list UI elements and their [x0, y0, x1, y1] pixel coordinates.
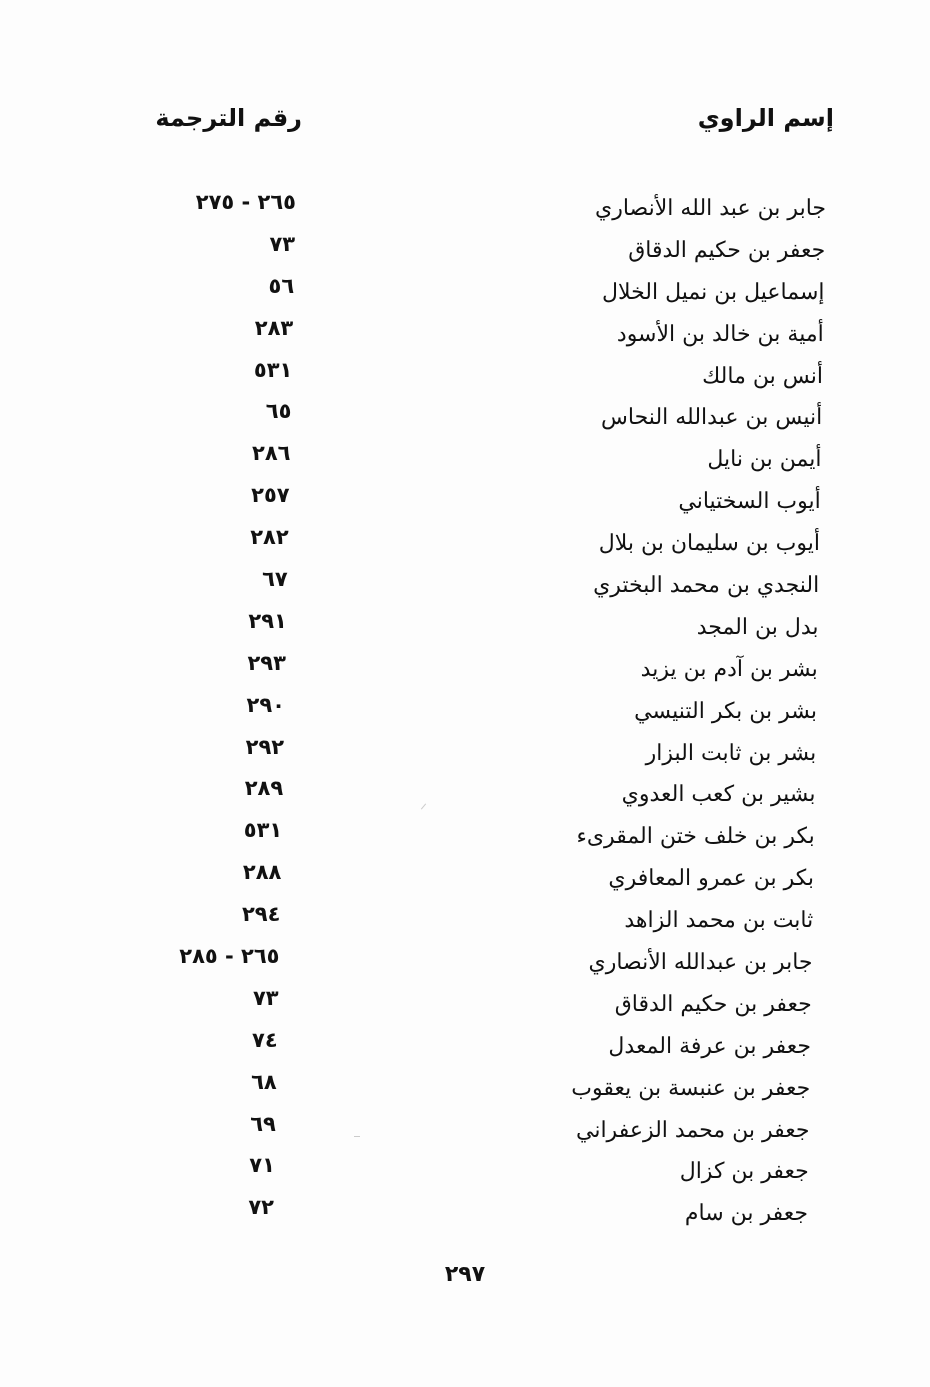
- biography-number: ٢٨٩: [244, 776, 284, 801]
- narrator-name: جعفر بن محمد الزعفراني: [575, 1117, 810, 1143]
- narrator-name: أيوب بن سليمان بن بلال: [598, 531, 820, 557]
- biography-number: ٢٩٢: [245, 734, 285, 759]
- narrator-name: بشير بن كعب العدوي: [621, 782, 816, 808]
- list-item: [0, 818, 930, 860]
- biography-number: ٢٩٤: [241, 902, 281, 927]
- list-item: [0, 316, 930, 358]
- list-item: [0, 483, 930, 525]
- biography-number: ٢٨٦: [252, 441, 291, 466]
- biography-number: ٢٩٠: [246, 692, 285, 717]
- list-item: [0, 232, 930, 274]
- biography-number: ٧٢: [248, 1195, 274, 1220]
- list-item: [0, 944, 930, 986]
- biography-number: ٧٣: [269, 231, 296, 256]
- list-item: [0, 1112, 930, 1154]
- biography-number: ٥٣١: [243, 818, 283, 843]
- narrator-name: جعفر بن سام: [684, 1201, 808, 1227]
- biography-number: ٢٦٥ - ٢٨٥: [179, 944, 280, 969]
- list-item: [0, 860, 930, 902]
- narrator-index-list: [0, 190, 930, 1237]
- list-item: [0, 902, 930, 944]
- biography-number: ٧١: [249, 1153, 275, 1178]
- list-item: [0, 1153, 930, 1195]
- list-item: [0, 1070, 930, 1112]
- biography-number: ٦٧: [262, 567, 288, 592]
- narrator-name: ثابت بن محمد الزاهد: [624, 908, 814, 934]
- biography-number: ٦٨: [251, 1069, 277, 1094]
- biography-number: ٦٥: [265, 399, 292, 424]
- list-item: [0, 1195, 930, 1237]
- narrator-name: جعفر بن عنبسة بن يعقوب: [571, 1075, 811, 1101]
- biography-number: ٢٨٣: [254, 315, 294, 340]
- list-item: [0, 735, 930, 777]
- biography-number: ٢٩١: [248, 608, 287, 633]
- narrator-name: بشر بن ثابت البزار: [645, 740, 817, 766]
- narrator-name: أيمن بن نايل: [707, 447, 822, 473]
- biography-number: ٧٤: [252, 1027, 278, 1052]
- list-item: [0, 441, 930, 483]
- list-item: [0, 399, 930, 441]
- biography-number: ٢٦٥ - ٢٧٥: [195, 190, 296, 214]
- narrator-name: جعفر بن حكيم الدقاق: [628, 237, 826, 263]
- narrator-name: النجدي بن محمد البختري: [593, 573, 820, 599]
- list-item: [0, 651, 930, 693]
- list-item: [0, 693, 930, 735]
- scan-speck: [354, 1136, 360, 1137]
- list-item: [0, 525, 930, 567]
- narrator-name-column-header: إسم الراوي: [697, 104, 834, 132]
- narrator-name: جابر بن عبدالله الأنصاري: [588, 950, 813, 976]
- narrator-name: جعفر بن حكيم الدقاق: [614, 991, 812, 1017]
- biography-number: ٦٩: [250, 1111, 276, 1136]
- narrator-name: بكر بن خلف ختن المقرىء: [576, 824, 815, 850]
- list-item: [0, 776, 930, 818]
- list-item: [0, 1028, 930, 1070]
- narrator-name: بشر بن بكر التنيسي: [634, 698, 817, 724]
- narrator-name: إسماعيل بن نميل الخلال: [601, 279, 825, 305]
- narrator-name: جعفر بن عرفة المعدل: [608, 1033, 811, 1059]
- narrator-name: أنيس بن عبدالله النحاس: [601, 405, 823, 431]
- list-item: [0, 358, 930, 400]
- narrator-name: جابر بن عبد الله الأنصاري: [594, 196, 826, 221]
- page-number: ٢٩٧: [444, 1262, 486, 1287]
- narrator-name: جعفر بن كزال: [679, 1159, 809, 1185]
- biography-number: ٥٣١: [253, 357, 293, 382]
- biography-number: ٥٦: [268, 273, 295, 298]
- narrator-name: أنس بن مالك: [702, 363, 823, 389]
- biography-number: ٢٩٣: [247, 650, 286, 675]
- biography-number: ٢٥٧: [251, 483, 290, 508]
- narrator-name: أيوب السختياني: [678, 489, 821, 515]
- list-item: [0, 274, 930, 316]
- narrator-name: بدل بن المجد: [696, 614, 819, 640]
- biography-number: ٢٨٢: [250, 525, 289, 550]
- narrator-name: بشر بن آدم بن يزيد: [640, 656, 818, 682]
- list-item: [0, 609, 930, 651]
- list-item: [0, 190, 930, 232]
- narrator-name: بكر بن عمرو المعافري: [608, 866, 814, 892]
- narrator-name: أمية بن خالد بن الأسود: [616, 321, 824, 347]
- list-item: [0, 567, 930, 609]
- list-item: [0, 986, 930, 1028]
- biography-number: ٧٣: [252, 985, 279, 1010]
- biography-number: ٢٨٨: [242, 860, 282, 885]
- biography-number-column-header: رقم الترجمة: [155, 104, 302, 132]
